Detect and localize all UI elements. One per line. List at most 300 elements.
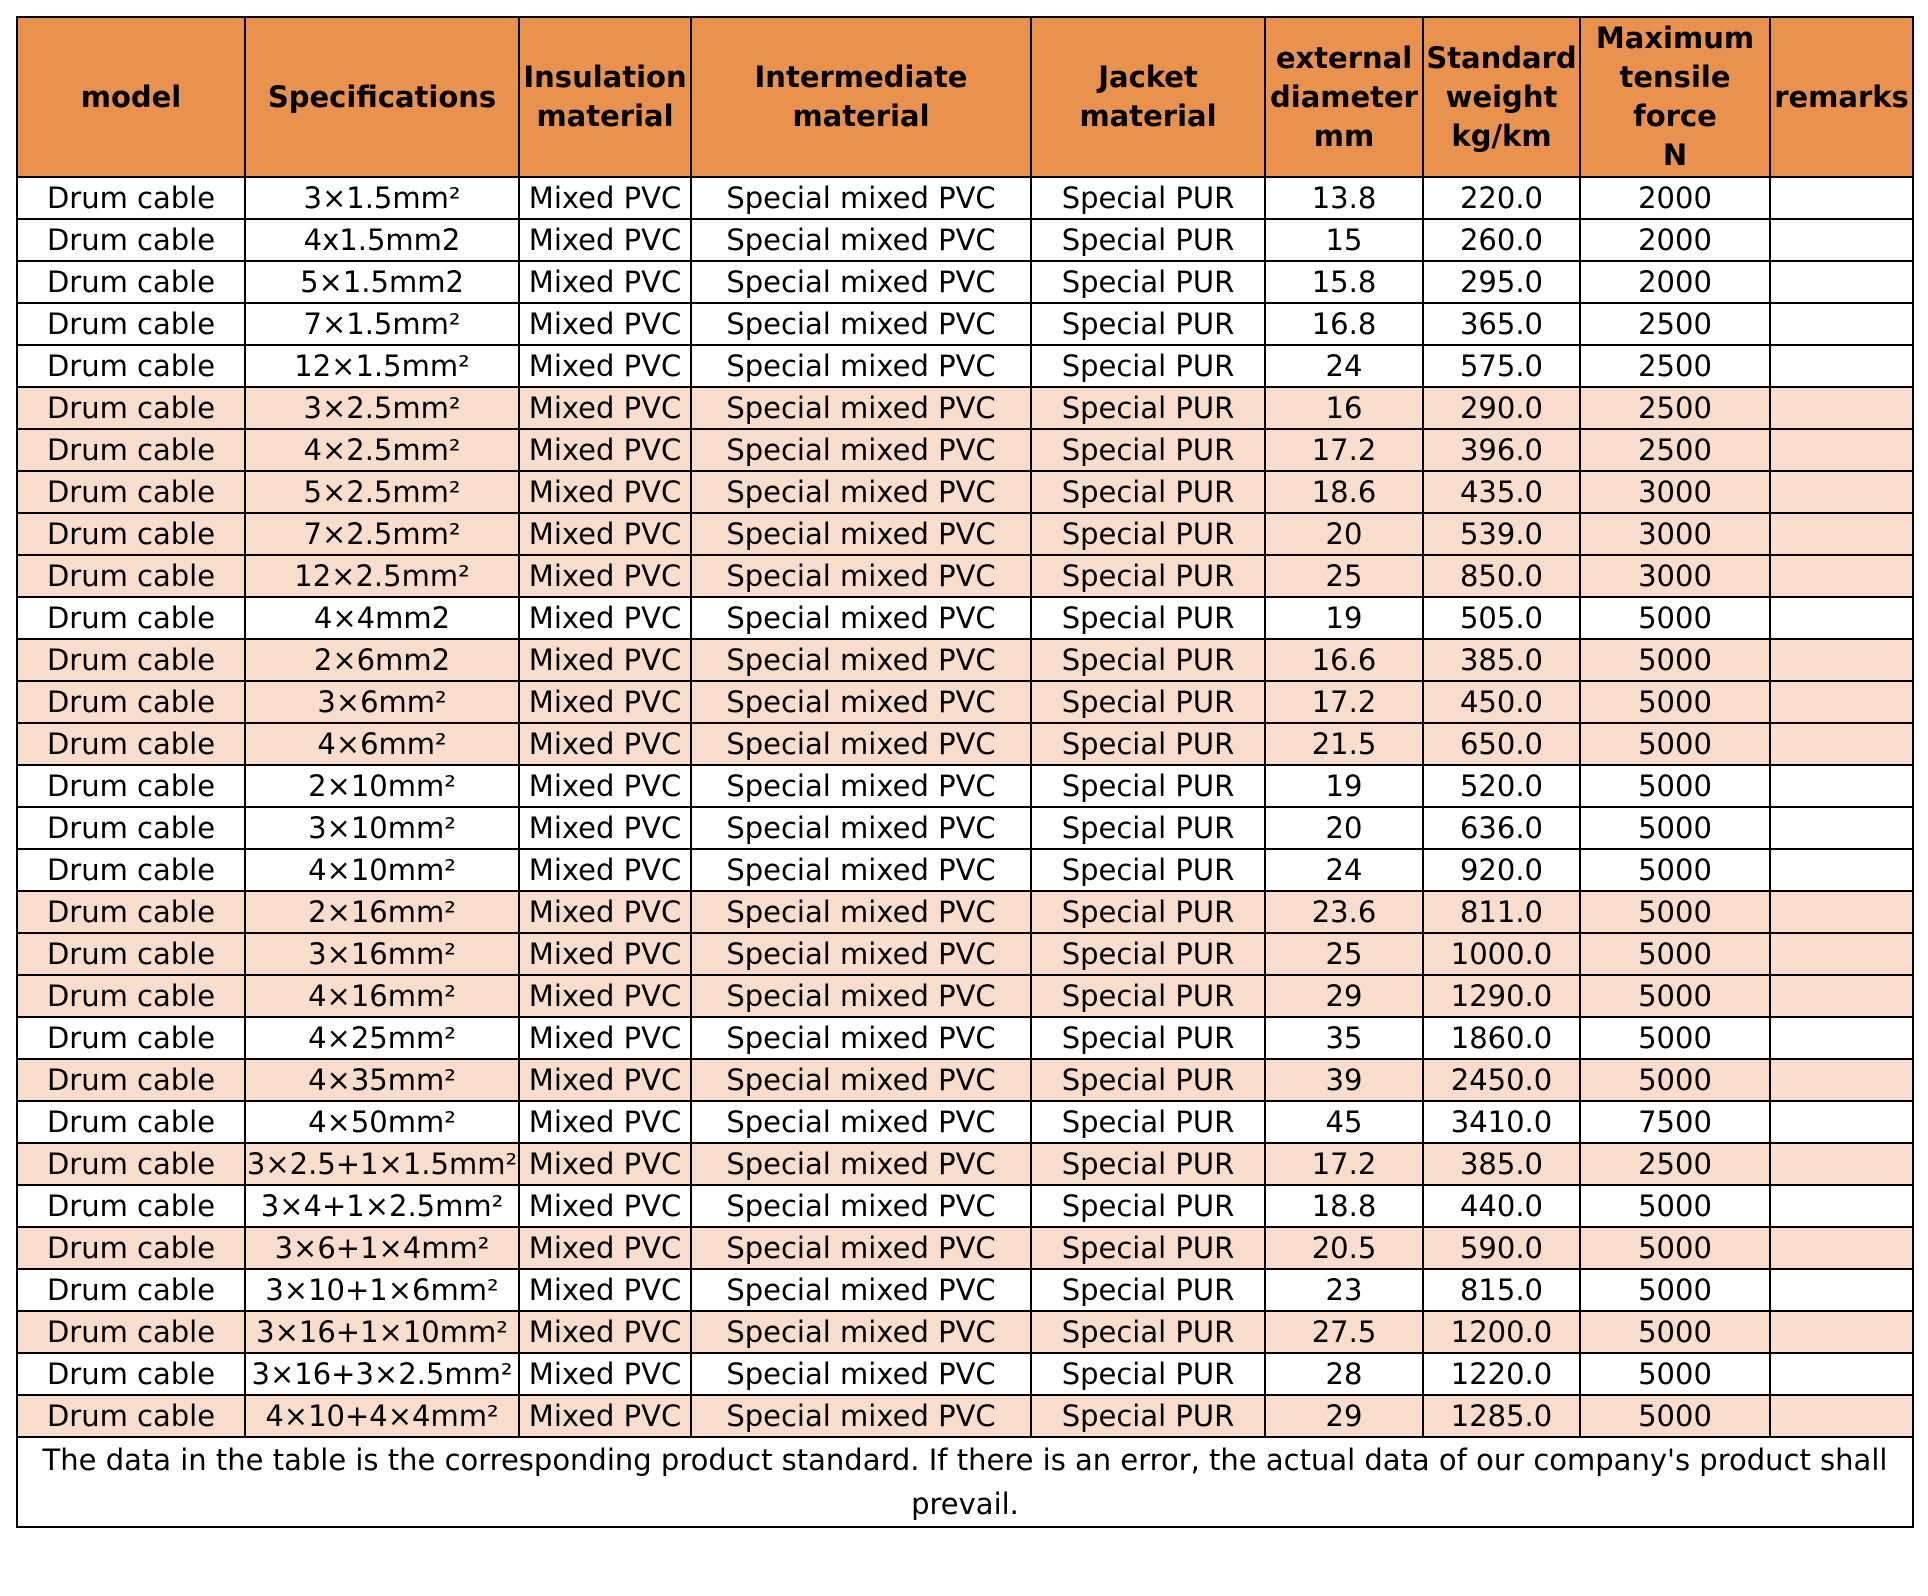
cell-jacket: Special PUR bbox=[1031, 723, 1265, 765]
cell-tensile: 5000 bbox=[1580, 723, 1770, 765]
cell-model: Drum cable bbox=[17, 1227, 245, 1269]
cell-insulation: Mixed PVC bbox=[519, 555, 691, 597]
header-model-line: model bbox=[80, 79, 182, 114]
cell-insulation: Mixed PVC bbox=[519, 597, 691, 639]
cell-insulation: Mixed PVC bbox=[519, 1227, 691, 1269]
cell-insulation: Mixed PVC bbox=[519, 891, 691, 933]
cell-tensile: 5000 bbox=[1580, 1311, 1770, 1353]
cell-weight: 815.0 bbox=[1423, 1269, 1580, 1311]
table-row bbox=[17, 765, 1913, 807]
cell-diameter: 23 bbox=[1265, 1269, 1423, 1311]
cell-weight: 435.0 bbox=[1423, 471, 1580, 513]
cell-jacket: Special PUR bbox=[1031, 597, 1265, 639]
cell-remarks bbox=[1770, 555, 1913, 597]
cell-weight: 295.0 bbox=[1423, 261, 1580, 303]
table-row bbox=[17, 1269, 1913, 1311]
cell-diameter: 16.6 bbox=[1265, 639, 1423, 681]
cell-model: Drum cable bbox=[17, 1101, 245, 1143]
table-row bbox=[17, 303, 1913, 345]
cell-specification: 3×16mm² bbox=[245, 933, 519, 975]
cell-insulation: Mixed PVC bbox=[519, 849, 691, 891]
cell-intermediate: Special mixed PVC bbox=[691, 765, 1031, 807]
cell-jacket: Special PUR bbox=[1031, 933, 1265, 975]
cell-tensile: 5000 bbox=[1580, 1269, 1770, 1311]
cell-weight: 575.0 bbox=[1423, 345, 1580, 387]
cell-diameter: 20 bbox=[1265, 807, 1423, 849]
cell-model: Drum cable bbox=[17, 1143, 245, 1185]
cell-remarks bbox=[1770, 1059, 1913, 1101]
cell-jacket: Special PUR bbox=[1031, 555, 1265, 597]
cell-specification: 4×4mm2 bbox=[245, 597, 519, 639]
cell-intermediate: Special mixed PVC bbox=[691, 261, 1031, 303]
cell-tensile: 2000 bbox=[1580, 261, 1770, 303]
header-model bbox=[17, 17, 245, 177]
cell-tensile: 5000 bbox=[1580, 975, 1770, 1017]
cell-jacket: Special PUR bbox=[1031, 807, 1265, 849]
table-row bbox=[17, 1227, 1913, 1269]
cell-diameter: 17.2 bbox=[1265, 681, 1423, 723]
table-row bbox=[17, 1395, 1913, 1437]
cell-tensile: 2500 bbox=[1580, 345, 1770, 387]
cell-model: Drum cable bbox=[17, 891, 245, 933]
cell-diameter: 45 bbox=[1265, 1101, 1423, 1143]
cell-diameter: 21.5 bbox=[1265, 723, 1423, 765]
table-row bbox=[17, 723, 1913, 765]
cell-intermediate: Special mixed PVC bbox=[691, 639, 1031, 681]
cell-tensile: 2000 bbox=[1580, 219, 1770, 261]
cell-model: Drum cable bbox=[17, 555, 245, 597]
cell-intermediate: Special mixed PVC bbox=[691, 1227, 1031, 1269]
cell-specification: 3×1.5mm² bbox=[245, 177, 519, 219]
cell-weight: 385.0 bbox=[1423, 1143, 1580, 1185]
cell-weight: 650.0 bbox=[1423, 723, 1580, 765]
cell-specification: 12×1.5mm² bbox=[245, 345, 519, 387]
cell-weight: 505.0 bbox=[1423, 597, 1580, 639]
cell-specification: 4×10+4×4mm² bbox=[245, 1395, 519, 1437]
header-jacket-material bbox=[1031, 17, 1265, 177]
cell-model: Drum cable bbox=[17, 681, 245, 723]
cell-diameter: 29 bbox=[1265, 1395, 1423, 1437]
cell-tensile: 5000 bbox=[1580, 849, 1770, 891]
cell-weight: 396.0 bbox=[1423, 429, 1580, 471]
cell-model: Drum cable bbox=[17, 1395, 245, 1437]
cell-diameter: 35 bbox=[1265, 1017, 1423, 1059]
cell-intermediate: Special mixed PVC bbox=[691, 933, 1031, 975]
cell-diameter: 20.5 bbox=[1265, 1227, 1423, 1269]
cell-model: Drum cable bbox=[17, 597, 245, 639]
cell-specification: 3×2.5+1×1.5mm² bbox=[245, 1143, 519, 1185]
cell-jacket: Special PUR bbox=[1031, 975, 1265, 1017]
cell-remarks bbox=[1770, 933, 1913, 975]
cell-tensile: 5000 bbox=[1580, 681, 1770, 723]
cell-intermediate: Special mixed PVC bbox=[691, 1353, 1031, 1395]
cell-model: Drum cable bbox=[17, 933, 245, 975]
cell-weight: 1285.0 bbox=[1423, 1395, 1580, 1437]
cell-specification: 4×2.5mm² bbox=[245, 429, 519, 471]
cell-specification: 3×4+1×2.5mm² bbox=[245, 1185, 519, 1227]
cell-specification: 2×10mm² bbox=[245, 765, 519, 807]
cell-jacket: Special PUR bbox=[1031, 849, 1265, 891]
cell-weight: 1000.0 bbox=[1423, 933, 1580, 975]
header-standard-weight-line: weight bbox=[1445, 79, 1558, 114]
cell-remarks bbox=[1770, 1353, 1913, 1395]
cell-insulation: Mixed PVC bbox=[519, 1185, 691, 1227]
cell-tensile: 3000 bbox=[1580, 513, 1770, 555]
cell-insulation: Mixed PVC bbox=[519, 681, 691, 723]
header-external-diameter-line: mm bbox=[1313, 118, 1375, 153]
cell-remarks bbox=[1770, 471, 1913, 513]
table-row bbox=[17, 1101, 1913, 1143]
footnote: The data in the table is the corresponding product standard. If there is an error, the actual data of our company's product shall prevail. bbox=[17, 1437, 1913, 1527]
cell-remarks bbox=[1770, 891, 1913, 933]
cell-diameter: 29 bbox=[1265, 975, 1423, 1017]
cell-jacket: Special PUR bbox=[1031, 891, 1265, 933]
cell-insulation: Mixed PVC bbox=[519, 1017, 691, 1059]
table-row bbox=[17, 807, 1913, 849]
cell-intermediate: Special mixed PVC bbox=[691, 345, 1031, 387]
cell-remarks bbox=[1770, 975, 1913, 1017]
cell-intermediate: Special mixed PVC bbox=[691, 429, 1031, 471]
cell-remarks bbox=[1770, 345, 1913, 387]
cell-jacket: Special PUR bbox=[1031, 639, 1265, 681]
cell-remarks bbox=[1770, 429, 1913, 471]
cell-insulation: Mixed PVC bbox=[519, 723, 691, 765]
header-standard-weight-line: kg/km bbox=[1451, 118, 1552, 153]
cell-tensile: 2500 bbox=[1580, 303, 1770, 345]
cell-remarks bbox=[1770, 807, 1913, 849]
cell-remarks bbox=[1770, 765, 1913, 807]
table-row bbox=[17, 849, 1913, 891]
cell-specification: 4×10mm² bbox=[245, 849, 519, 891]
cell-insulation: Mixed PVC bbox=[519, 387, 691, 429]
cell-insulation: Mixed PVC bbox=[519, 513, 691, 555]
cell-model: Drum cable bbox=[17, 639, 245, 681]
cell-insulation: Mixed PVC bbox=[519, 1311, 691, 1353]
header-max-tensile-force-line: N bbox=[1662, 138, 1688, 172]
cell-insulation: Mixed PVC bbox=[519, 177, 691, 219]
cell-intermediate: Special mixed PVC bbox=[691, 471, 1031, 513]
header-remarks bbox=[1770, 17, 1913, 177]
cell-weight: 636.0 bbox=[1423, 807, 1580, 849]
cell-tensile: 3000 bbox=[1580, 471, 1770, 513]
cell-tensile: 5000 bbox=[1580, 597, 1770, 639]
cell-remarks bbox=[1770, 177, 1913, 219]
table-row bbox=[17, 1059, 1913, 1101]
header-jacket-material-line: material bbox=[1079, 99, 1217, 133]
cell-tensile: 2500 bbox=[1580, 1143, 1770, 1185]
header-insulation-material-line: Insulation bbox=[523, 60, 687, 94]
cell-diameter: 15.8 bbox=[1265, 261, 1423, 303]
cell-remarks bbox=[1770, 723, 1913, 765]
cell-remarks bbox=[1770, 387, 1913, 429]
cell-specification: 2×16mm² bbox=[245, 891, 519, 933]
cell-diameter: 19 bbox=[1265, 765, 1423, 807]
spec-table-container bbox=[16, 16, 1912, 1528]
table-row bbox=[17, 513, 1913, 555]
cell-diameter: 20 bbox=[1265, 513, 1423, 555]
cell-insulation: Mixed PVC bbox=[519, 1269, 691, 1311]
cell-specification: 5×1.5mm2 bbox=[245, 261, 519, 303]
table-body bbox=[17, 177, 1913, 1437]
cell-jacket: Special PUR bbox=[1031, 1185, 1265, 1227]
cell-model: Drum cable bbox=[17, 765, 245, 807]
cell-tensile: 5000 bbox=[1580, 1353, 1770, 1395]
cell-remarks bbox=[1770, 219, 1913, 261]
cell-jacket: Special PUR bbox=[1031, 303, 1265, 345]
table-row bbox=[17, 597, 1913, 639]
cell-intermediate: Special mixed PVC bbox=[691, 681, 1031, 723]
cell-intermediate: Special mixed PVC bbox=[691, 303, 1031, 345]
cell-intermediate: Special mixed PVC bbox=[691, 723, 1031, 765]
table-row bbox=[17, 681, 1913, 723]
header-intermediate-material-line: Intermediate material bbox=[754, 60, 968, 133]
header-standard-weight bbox=[1423, 17, 1580, 177]
cell-insulation: Mixed PVC bbox=[519, 345, 691, 387]
cell-model: Drum cable bbox=[17, 303, 245, 345]
cell-remarks bbox=[1770, 597, 1913, 639]
cell-tensile: 5000 bbox=[1580, 1185, 1770, 1227]
header-insulation-material bbox=[519, 17, 691, 177]
cell-jacket: Special PUR bbox=[1031, 1017, 1265, 1059]
cell-weight: 811.0 bbox=[1423, 891, 1580, 933]
cell-insulation: Mixed PVC bbox=[519, 261, 691, 303]
header-external-diameter bbox=[1265, 17, 1423, 177]
cell-specification: 3×10+1×6mm² bbox=[245, 1269, 519, 1311]
table-row bbox=[17, 261, 1913, 303]
cell-model: Drum cable bbox=[17, 1269, 245, 1311]
cell-model: Drum cable bbox=[17, 975, 245, 1017]
cell-insulation: Mixed PVC bbox=[519, 219, 691, 261]
cell-diameter: 18.6 bbox=[1265, 471, 1423, 513]
cell-weight: 850.0 bbox=[1423, 555, 1580, 597]
cell-tensile: 2500 bbox=[1580, 429, 1770, 471]
header-max-tensile-force-line: force bbox=[1633, 99, 1717, 133]
cell-jacket: Special PUR bbox=[1031, 219, 1265, 261]
cell-model: Drum cable bbox=[17, 1017, 245, 1059]
cell-intermediate: Special mixed PVC bbox=[691, 387, 1031, 429]
cell-diameter: 28 bbox=[1265, 1353, 1423, 1395]
cell-intermediate: Special mixed PVC bbox=[691, 1395, 1031, 1437]
cell-jacket: Special PUR bbox=[1031, 471, 1265, 513]
cell-model: Drum cable bbox=[17, 387, 245, 429]
cell-diameter: 25 bbox=[1265, 555, 1423, 597]
cell-insulation: Mixed PVC bbox=[519, 933, 691, 975]
cell-model: Drum cable bbox=[17, 723, 245, 765]
cell-diameter: 13.8 bbox=[1265, 177, 1423, 219]
cell-insulation: Mixed PVC bbox=[519, 429, 691, 471]
cell-jacket: Special PUR bbox=[1031, 1143, 1265, 1185]
cell-jacket: Special PUR bbox=[1031, 513, 1265, 555]
cell-insulation: Mixed PVC bbox=[519, 1059, 691, 1101]
cell-tensile: 5000 bbox=[1580, 891, 1770, 933]
cell-tensile: 5000 bbox=[1580, 1395, 1770, 1437]
cell-remarks bbox=[1770, 849, 1913, 891]
cell-intermediate: Special mixed PVC bbox=[691, 177, 1031, 219]
cell-intermediate: Special mixed PVC bbox=[691, 555, 1031, 597]
cell-weight: 1860.0 bbox=[1423, 1017, 1580, 1059]
table-row bbox=[17, 1185, 1913, 1227]
cell-specification: 4×16mm² bbox=[245, 975, 519, 1017]
cell-jacket: Special PUR bbox=[1031, 261, 1265, 303]
cell-specification: 3×6+1×4mm² bbox=[245, 1227, 519, 1269]
header-external-diameter-line: diameter bbox=[1270, 79, 1418, 114]
cell-specification: 4x1.5mm2 bbox=[245, 219, 519, 261]
cell-intermediate: Special mixed PVC bbox=[691, 1185, 1031, 1227]
cell-specification: 7×2.5mm² bbox=[245, 513, 519, 555]
cell-specification: 4×25mm² bbox=[245, 1017, 519, 1059]
table-row bbox=[17, 555, 1913, 597]
table-row bbox=[17, 933, 1913, 975]
table-row bbox=[17, 177, 1913, 219]
cell-insulation: Mixed PVC bbox=[519, 975, 691, 1017]
cell-insulation: Mixed PVC bbox=[519, 1395, 691, 1437]
cell-jacket: Special PUR bbox=[1031, 345, 1265, 387]
table-row bbox=[17, 975, 1913, 1017]
cell-model: Drum cable bbox=[17, 219, 245, 261]
cell-insulation: Mixed PVC bbox=[519, 765, 691, 807]
cell-tensile: 5000 bbox=[1580, 765, 1770, 807]
cell-specification: 3×2.5mm² bbox=[245, 387, 519, 429]
cell-tensile: 5000 bbox=[1580, 933, 1770, 975]
cell-intermediate: Special mixed PVC bbox=[691, 975, 1031, 1017]
cell-jacket: Special PUR bbox=[1031, 765, 1265, 807]
header-jacket-material-line: Jacket bbox=[1098, 60, 1198, 94]
cell-remarks bbox=[1770, 261, 1913, 303]
cell-intermediate: Special mixed PVC bbox=[691, 1143, 1031, 1185]
table-row bbox=[17, 1311, 1913, 1353]
cell-model: Drum cable bbox=[17, 345, 245, 387]
header-intermediate-material bbox=[691, 17, 1031, 177]
cell-weight: 590.0 bbox=[1423, 1227, 1580, 1269]
cell-specification: 3×16+1×10mm² bbox=[245, 1311, 519, 1353]
cell-intermediate: Special mixed PVC bbox=[691, 513, 1031, 555]
cell-model: Drum cable bbox=[17, 1353, 245, 1395]
cell-diameter: 17.2 bbox=[1265, 429, 1423, 471]
table-header-row bbox=[17, 17, 1913, 177]
cell-remarks bbox=[1770, 1101, 1913, 1143]
cell-tensile: 2000 bbox=[1580, 177, 1770, 219]
table-row bbox=[17, 1353, 1913, 1395]
cell-weight: 450.0 bbox=[1423, 681, 1580, 723]
cell-jacket: Special PUR bbox=[1031, 1353, 1265, 1395]
cell-model: Drum cable bbox=[17, 1059, 245, 1101]
cell-specification: 7×1.5mm² bbox=[245, 303, 519, 345]
cell-weight: 385.0 bbox=[1423, 639, 1580, 681]
cell-specification: 2×6mm2 bbox=[245, 639, 519, 681]
table-row bbox=[17, 429, 1913, 471]
cell-jacket: Special PUR bbox=[1031, 1395, 1265, 1437]
cell-intermediate: Special mixed PVC bbox=[691, 1311, 1031, 1353]
cell-remarks bbox=[1770, 1269, 1913, 1311]
cell-model: Drum cable bbox=[17, 807, 245, 849]
cell-tensile: 5000 bbox=[1580, 1227, 1770, 1269]
cell-intermediate: Special mixed PVC bbox=[691, 849, 1031, 891]
cell-model: Drum cable bbox=[17, 471, 245, 513]
cable-spec-table bbox=[16, 16, 1914, 1528]
cell-diameter: 25 bbox=[1265, 933, 1423, 975]
cell-jacket: Special PUR bbox=[1031, 1269, 1265, 1311]
header-specifications-line: Specifications bbox=[267, 79, 497, 114]
cell-specification: 3×6mm² bbox=[245, 681, 519, 723]
cell-model: Drum cable bbox=[17, 513, 245, 555]
cell-remarks bbox=[1770, 1185, 1913, 1227]
cell-diameter: 24 bbox=[1265, 345, 1423, 387]
cell-specification: 3×16+3×2.5mm² bbox=[245, 1353, 519, 1395]
cell-remarks bbox=[1770, 1143, 1913, 1185]
table-row bbox=[17, 891, 1913, 933]
cell-model: Drum cable bbox=[17, 1311, 245, 1353]
cell-tensile: 7500 bbox=[1580, 1101, 1770, 1143]
header-remarks-line: remarks bbox=[1774, 79, 1909, 114]
cell-diameter: 23.6 bbox=[1265, 891, 1423, 933]
table-row bbox=[17, 387, 1913, 429]
cell-remarks bbox=[1770, 303, 1913, 345]
cell-remarks bbox=[1770, 1395, 1913, 1437]
cell-model: Drum cable bbox=[17, 429, 245, 471]
cell-weight: 3410.0 bbox=[1423, 1101, 1580, 1143]
cell-intermediate: Special mixed PVC bbox=[691, 1017, 1031, 1059]
cell-jacket: Special PUR bbox=[1031, 1101, 1265, 1143]
cell-diameter: 18.8 bbox=[1265, 1185, 1423, 1227]
cell-weight: 440.0 bbox=[1423, 1185, 1580, 1227]
header-max-tensile-force-line: Maximum bbox=[1595, 21, 1755, 55]
header-max-tensile-force-line: tensile bbox=[1619, 60, 1731, 94]
cell-jacket: Special PUR bbox=[1031, 387, 1265, 429]
table-row bbox=[17, 345, 1913, 387]
cell-weight: 260.0 bbox=[1423, 219, 1580, 261]
footnote-row bbox=[17, 1437, 1913, 1527]
cell-insulation: Mixed PVC bbox=[519, 471, 691, 513]
table-row bbox=[17, 639, 1913, 681]
cell-jacket: Special PUR bbox=[1031, 1059, 1265, 1101]
table-row bbox=[17, 471, 1913, 513]
cell-intermediate: Special mixed PVC bbox=[691, 1269, 1031, 1311]
header-max-tensile-force bbox=[1580, 17, 1770, 177]
cell-tensile: 5000 bbox=[1580, 1059, 1770, 1101]
cell-weight: 2450.0 bbox=[1423, 1059, 1580, 1101]
cell-tensile: 3000 bbox=[1580, 555, 1770, 597]
cell-jacket: Special PUR bbox=[1031, 1311, 1265, 1353]
cell-tensile: 5000 bbox=[1580, 639, 1770, 681]
table-row bbox=[17, 1017, 1913, 1059]
table-row bbox=[17, 219, 1913, 261]
cell-diameter: 27.5 bbox=[1265, 1311, 1423, 1353]
cell-jacket: Special PUR bbox=[1031, 177, 1265, 219]
header-standard-weight-line: Standard bbox=[1426, 40, 1577, 75]
cell-specification: 4×35mm² bbox=[245, 1059, 519, 1101]
cell-diameter: 17.2 bbox=[1265, 1143, 1423, 1185]
cell-insulation: Mixed PVC bbox=[519, 639, 691, 681]
cell-intermediate: Special mixed PVC bbox=[691, 807, 1031, 849]
cell-weight: 1200.0 bbox=[1423, 1311, 1580, 1353]
cell-remarks bbox=[1770, 1311, 1913, 1353]
cell-diameter: 15 bbox=[1265, 219, 1423, 261]
cell-jacket: Special PUR bbox=[1031, 681, 1265, 723]
table-row bbox=[17, 1143, 1913, 1185]
cell-insulation: Mixed PVC bbox=[519, 807, 691, 849]
cell-diameter: 16.8 bbox=[1265, 303, 1423, 345]
cell-tensile: 2500 bbox=[1580, 387, 1770, 429]
cell-diameter: 39 bbox=[1265, 1059, 1423, 1101]
cell-insulation: Mixed PVC bbox=[519, 1143, 691, 1185]
cell-weight: 220.0 bbox=[1423, 177, 1580, 219]
header-insulation-material-line: material bbox=[536, 99, 674, 133]
cell-weight: 920.0 bbox=[1423, 849, 1580, 891]
cell-diameter: 16 bbox=[1265, 387, 1423, 429]
cell-jacket: Special PUR bbox=[1031, 429, 1265, 471]
cell-remarks bbox=[1770, 681, 1913, 723]
cell-intermediate: Special mixed PVC bbox=[691, 1101, 1031, 1143]
